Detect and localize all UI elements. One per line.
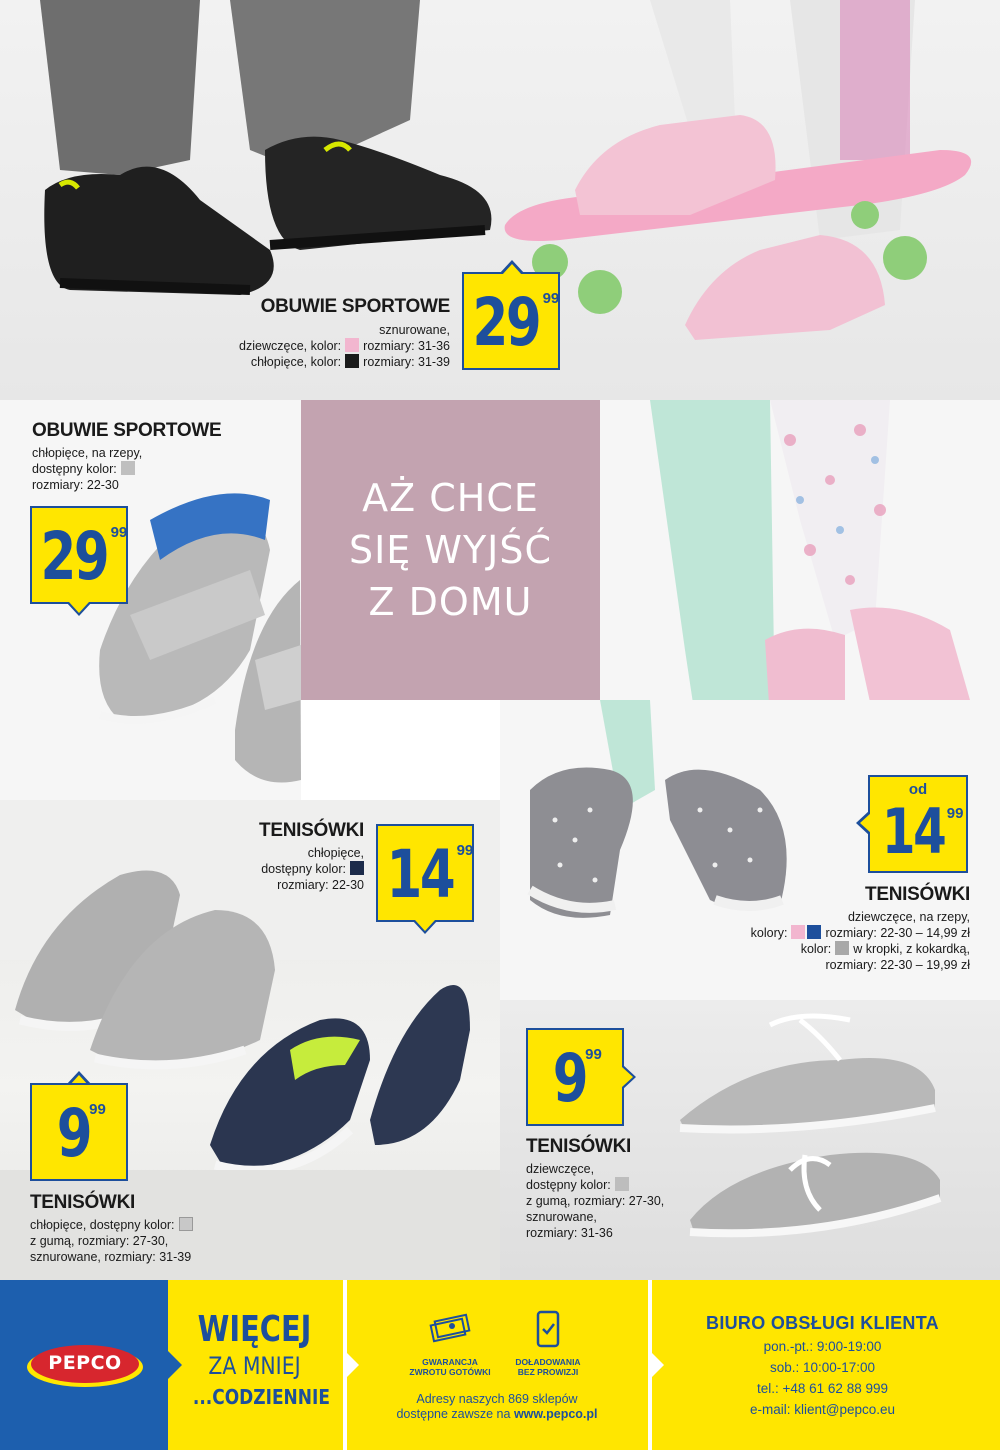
feature-2-line-1: DOŁADOWANIA — [515, 1357, 581, 1367]
product-2-desc — [32, 445, 262, 493]
product-5-line: chłopięce, dostępny kolor: — [30, 1218, 175, 1232]
price-main: 29 — [40, 518, 108, 595]
product-3-line: w kropki, z kokardką, — [853, 942, 970, 956]
product-3-title: TENISÓWKI — [865, 884, 970, 905]
product-1-line: rozmiary: 31-36 — [363, 339, 450, 353]
color-swatch-grey — [615, 1177, 629, 1191]
hero-line-1: AŻ CHCE — [362, 476, 539, 520]
product-6-title: TENISÓWKI — [526, 1136, 631, 1157]
product-2-title: OBUWIE SPORTOWE — [32, 420, 222, 441]
product-2-price-badge — [30, 506, 128, 604]
product-5-price-badge — [30, 1083, 128, 1181]
product-3-line: rozmiary: 22-30 – 19,99 zł — [825, 958, 970, 972]
color-swatch-black — [345, 354, 359, 368]
product-2-line: rozmiary: 22-30 — [32, 478, 119, 492]
price-main: 14 — [386, 836, 454, 913]
product-5-line: sznurowane, rozmiary: 31-39 — [30, 1250, 192, 1264]
product-1-desc — [200, 322, 450, 370]
product-3-info — [680, 884, 970, 973]
color-swatch-grey — [121, 461, 135, 475]
stores-line-2 — [372, 1407, 622, 1422]
product-3-line: rozmiary: 22-30 – 14,99 zł — [825, 926, 970, 940]
product-3-price-badge — [868, 775, 968, 873]
stores-url-link[interactable]: www.pepco.pl — [513, 1407, 598, 1421]
product-6-info — [526, 1136, 686, 1241]
slogan-line-1: WIĘCEJ — [197, 1309, 312, 1350]
service-email[interactable]: e-mail: klient@pepco.eu — [749, 1402, 896, 1417]
pepco-logo-text: PEPCO — [48, 1352, 122, 1374]
product-6-desc — [526, 1161, 686, 1241]
product-1-info — [200, 296, 450, 370]
product-3-line: kolor: — [800, 942, 832, 956]
price-notch-fill — [502, 264, 522, 275]
product-4-price-badge — [376, 824, 474, 922]
service-phone[interactable]: tel.: +48 61 62 88 999 — [757, 1381, 888, 1396]
product-5-line: z gumą, rozmiary: 27-30, — [30, 1234, 169, 1248]
feature-1-line-1: GWARANCJA — [422, 1357, 478, 1367]
banknotes-icon — [428, 1310, 472, 1346]
footer-slogan — [182, 1309, 330, 1412]
color-swatch-grey — [179, 1217, 193, 1231]
footer-divider-arrow — [347, 1353, 359, 1377]
product-4-info — [200, 820, 364, 893]
service-hours — [675, 1336, 970, 1420]
feature-2-line-2: BEZ PROWIZJI — [517, 1367, 579, 1377]
footer-bar — [0, 1280, 1000, 1450]
color-swatch-grey — [835, 941, 849, 955]
price-notch-fill — [69, 602, 89, 613]
product-3-desc — [680, 909, 970, 973]
price-cents: 99 — [585, 1046, 602, 1063]
product-2-line: chłopięce, na rzepy, — [32, 446, 143, 460]
product-4-line: dostępny kolor: — [261, 862, 346, 876]
feature-topup — [503, 1310, 593, 1377]
price-notch-fill — [622, 1067, 633, 1087]
price-main: 9 — [56, 1095, 91, 1172]
customer-service — [675, 1312, 970, 1420]
product-3-line: dziewczęce, na rzepy, — [847, 910, 970, 924]
color-swatch-blue — [807, 925, 821, 939]
product-1-line: rozmiary: 31-39 — [363, 355, 450, 369]
product-1-title: OBUWIE SPORTOWE — [260, 296, 450, 317]
stores-line-2-prefix: dostępne zawsze na — [396, 1407, 511, 1421]
product-6-line: sznurowane, — [526, 1210, 597, 1224]
product-6-line: rozmiary: 31-36 — [526, 1226, 613, 1240]
service-saturday-hours: sob.: 10:00-17:00 — [769, 1360, 876, 1375]
product-1-color-row-boys — [200, 354, 450, 370]
product-2-line: dostępny kolor: — [32, 462, 117, 476]
service-weekday-hours: pon.-pt.: 9:00-19:00 — [763, 1339, 882, 1354]
product-4-line: chłopięce, — [307, 846, 364, 860]
color-swatch-pink — [791, 925, 805, 939]
price-main: 14 — [881, 795, 944, 868]
color-swatch-pink — [345, 338, 359, 352]
price-cents: 99 — [946, 805, 964, 822]
product-4-title: TENISÓWKI — [259, 820, 364, 841]
price-cents: 99 — [456, 842, 474, 859]
product-6-line: dostępny kolor: — [526, 1178, 611, 1192]
price-main: 9 — [552, 1040, 587, 1117]
hero-line-2: SIĘ WYJŚĆ — [348, 528, 553, 572]
phone-check-icon — [533, 1310, 563, 1348]
price-cents: 99 — [542, 290, 560, 307]
product-5-info — [30, 1192, 250, 1265]
price-main: 29 — [472, 284, 540, 361]
product-1-line: dziewczęce, kolor: — [239, 339, 342, 353]
feature-1-line-2: ZWROTU GOTÓWKI — [409, 1367, 491, 1377]
price-prefix: od — [908, 781, 928, 798]
product-4-line: rozmiary: 22-30 — [277, 878, 364, 892]
color-swatch-navy — [350, 861, 364, 875]
product-6-price-badge — [526, 1028, 624, 1126]
service-title: BIURO OBSŁUGI KLIENTA — [706, 1313, 939, 1333]
hero-line-3: Z DOMU — [368, 580, 533, 624]
footer-divider-arrow — [652, 1353, 664, 1377]
product-6-line: dziewczęce, — [526, 1162, 595, 1176]
price-cents: 99 — [110, 524, 128, 541]
product-6-line: z gumą, rozmiary: 27-30, — [526, 1194, 665, 1208]
product-4-desc — [200, 845, 364, 893]
product-5-desc — [30, 1217, 250, 1265]
slogan-line-3: ...CODZIENNIE — [192, 1385, 330, 1409]
stores-line-1: Adresy naszych 869 sklepów — [416, 1392, 578, 1406]
product-3-line: kolory: — [750, 926, 788, 940]
product-2-info — [32, 420, 262, 493]
pepco-logo[interactable] — [26, 1342, 144, 1388]
product-1-line: chłopięce, kolor: — [250, 355, 342, 369]
hero-slogan-box — [301, 400, 600, 700]
product-1-line: sznurowane, — [379, 323, 450, 337]
price-notch-fill — [415, 920, 435, 931]
product-1-color-row-girls — [200, 338, 450, 354]
stores-info — [372, 1392, 622, 1422]
price-notch-fill — [860, 813, 871, 833]
price-cents: 99 — [89, 1101, 106, 1118]
slogan-line-2: ZA MNIEJ — [208, 1352, 301, 1380]
product-1-price-badge — [462, 272, 560, 370]
footer-arrow — [168, 1351, 182, 1379]
feature-cash-refund — [405, 1310, 495, 1377]
product-5-title: TENISÓWKI — [30, 1192, 135, 1213]
